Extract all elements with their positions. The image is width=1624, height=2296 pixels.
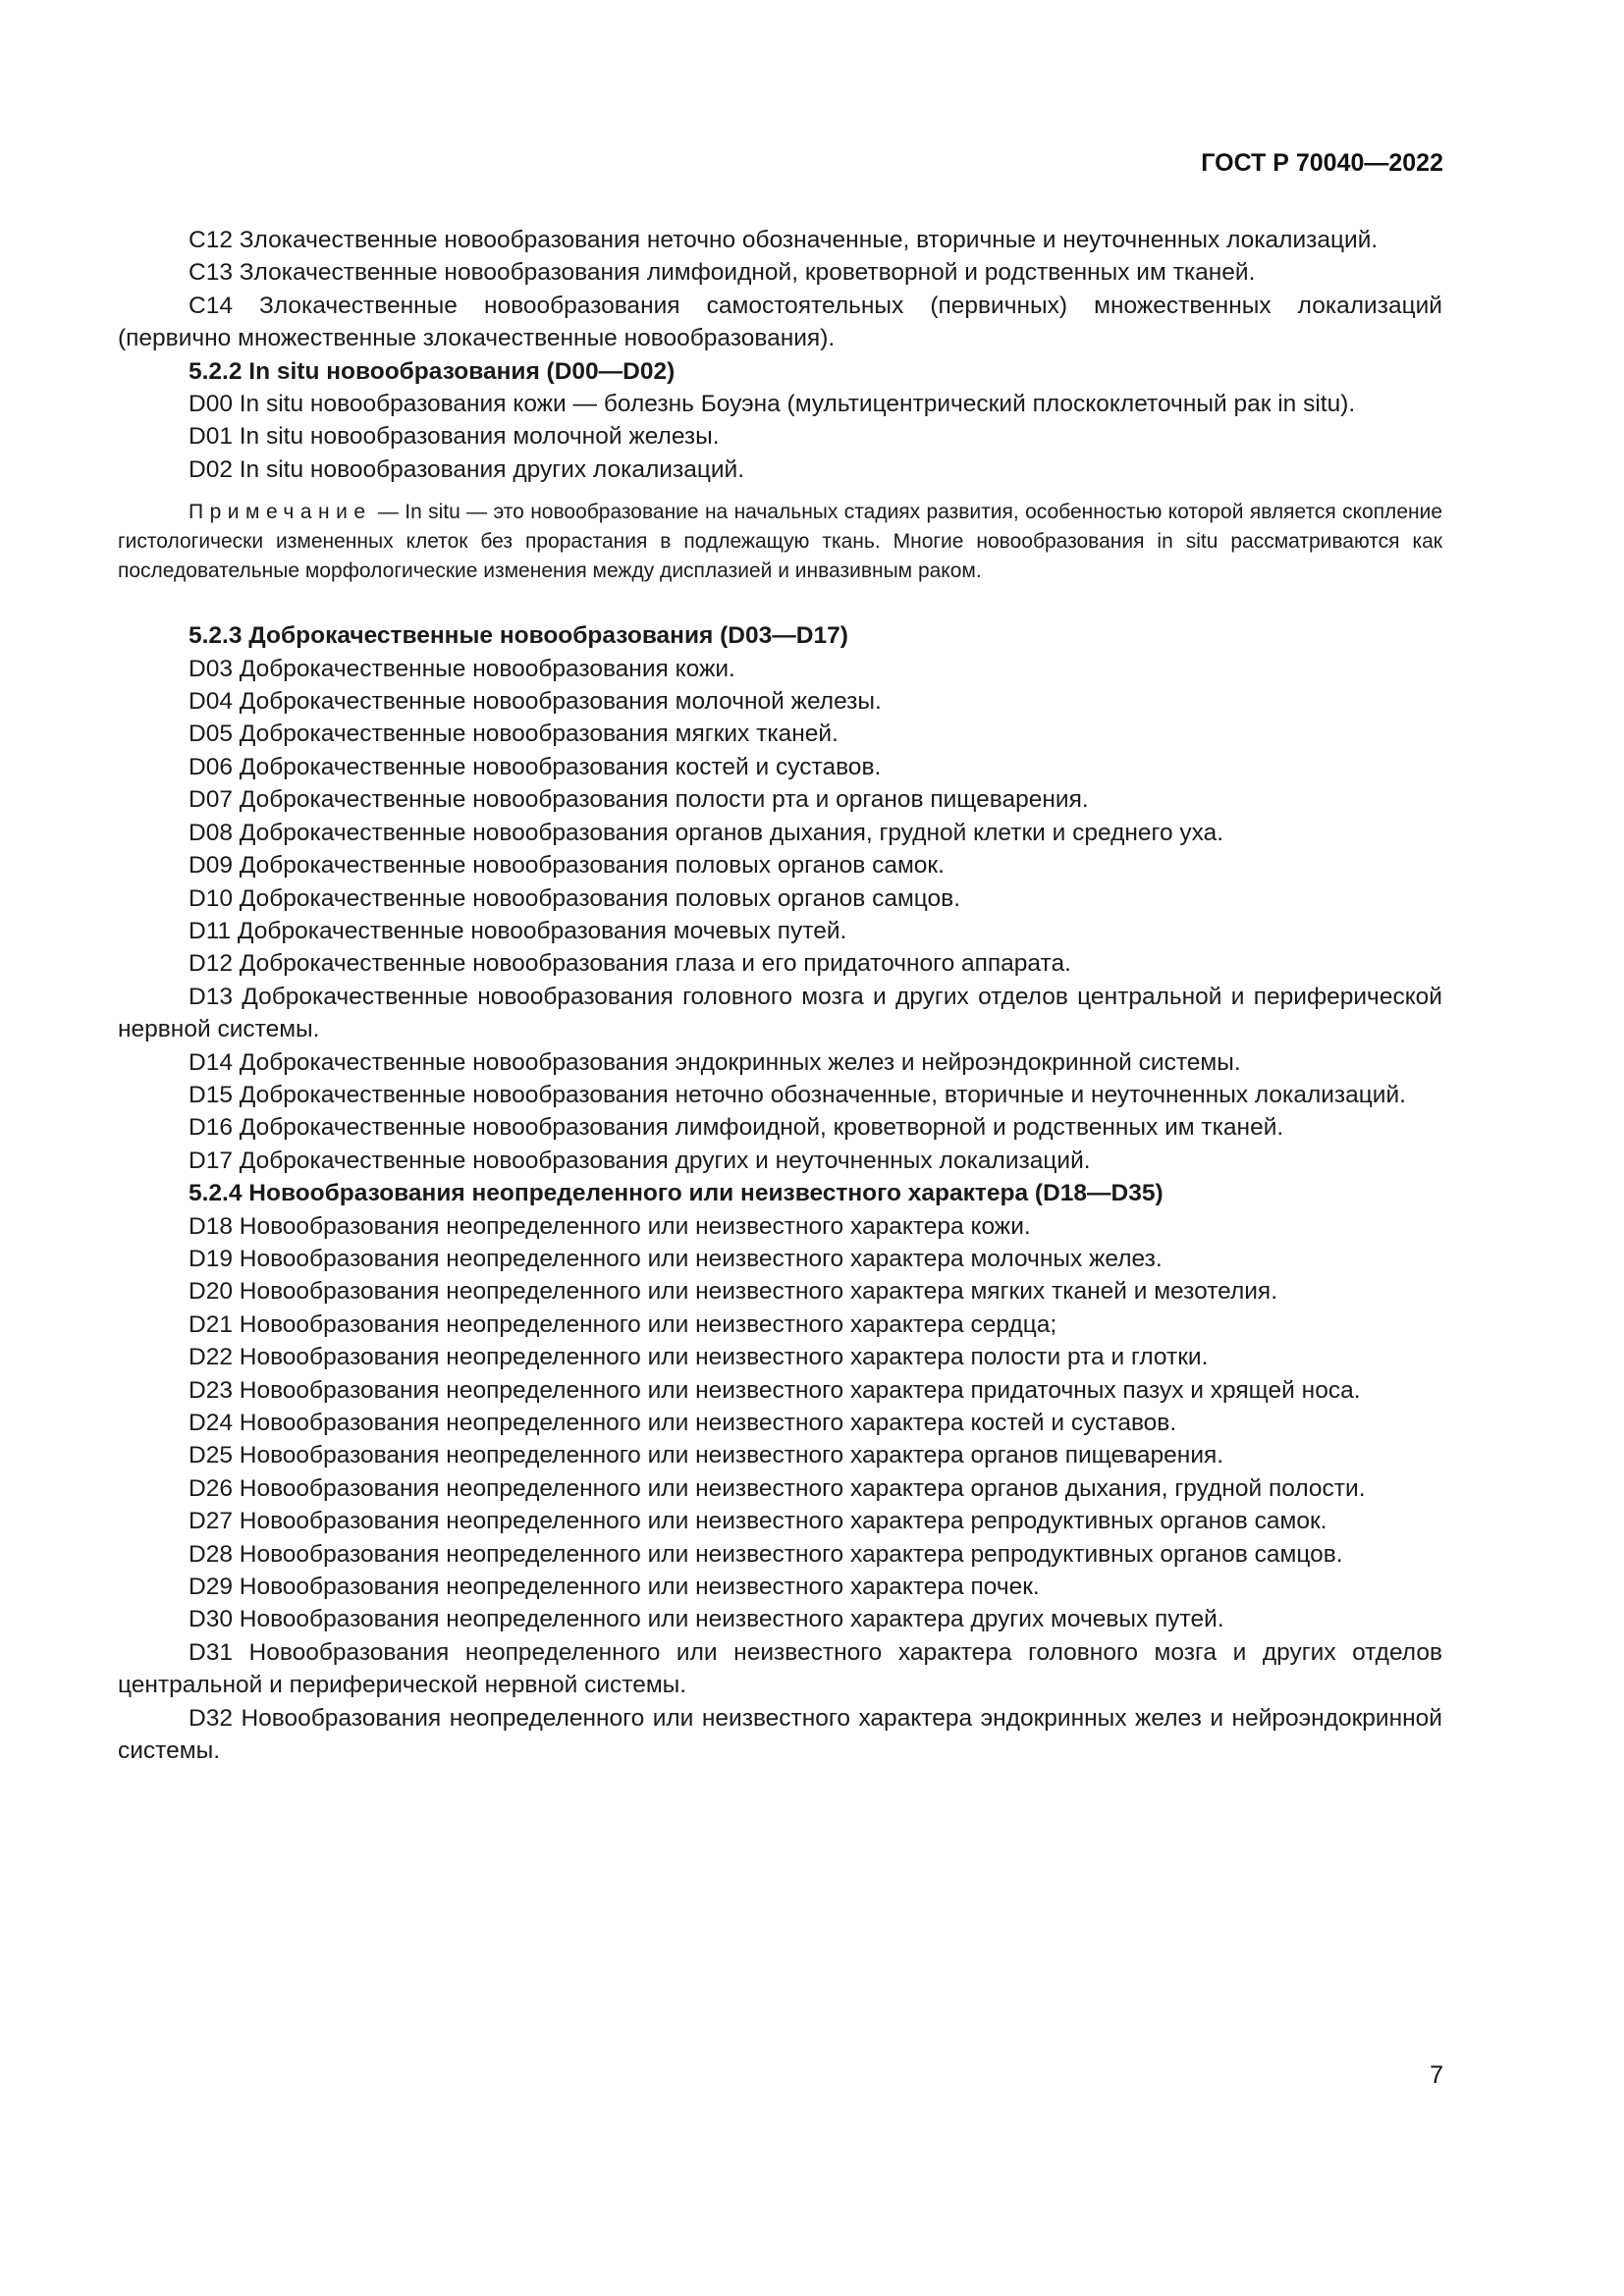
note-paragraph	[118, 498, 1442, 586]
document-body	[118, 224, 1442, 1767]
list-item-d24: D24 Новообразования неопределенного или неизвестного характера костей и суставов.	[189, 1410, 1177, 1436]
list-item-d22: D22 Новообразования неопределенного или неизвестного характера полости рта и глотки.	[189, 1344, 1209, 1371]
list-item-d00: D00 In situ новообразования кожи — болезнь Боуэна (мультицентрический плоскоклеточный рак in situ).	[189, 391, 1356, 418]
list-item-d30: D30 Новообразования неопределенного или неизвестного характера других мочевых путей.	[189, 1606, 1224, 1633]
list-item-d21: D21 Новообразования неопределенного или неизвестного характера сердца;	[189, 1310, 1057, 1338]
list-item-d01: D01 In situ новообразования молочной железы.	[189, 423, 720, 451]
list-item-d28: D28 Новообразования неопределенного или неизвестного характера репродуктивных органов самцов.	[189, 1540, 1343, 1568]
list-item-d25: D25 Новообразования неопределенного или неизвестного характера органов пищеварения.	[189, 1442, 1224, 1469]
page-number: 7	[1430, 2061, 1443, 2089]
list-item-d27: D27 Новообразования неопределенного или неизвестного характера репродуктивных органов самок.	[189, 1508, 1327, 1535]
list-item-d08: D08 Доброкачественные новообразования органов дыхания, грудной клетки и среднего уха.	[189, 819, 1224, 846]
list-item-d07: D07 Доброкачественные новообразования полости рта и органов пищеварения.	[189, 786, 1089, 814]
list-item-d03: D03 Доброкачественные новообразования кожи.	[189, 655, 735, 682]
list-item-d32: D32 Новообразования неопределенного или неизвестного характера эндокринных желез и нейроэндокринной системы.	[118, 1704, 1442, 1765]
section-heading-5-2-4: 5.2.4 Новообразования неопределенного или неизвестного характера (D18—D35)	[189, 1180, 1164, 1207]
list-item-d19: D19 Новообразования неопределенного или неизвестного характера молочных желез.	[189, 1245, 1163, 1272]
list-item-d23: D23 Новообразования неопределенного или неизвестного характера придаточных пазух и хрящей носа.	[189, 1376, 1361, 1404]
list-item-d06: D06 Доброкачественные новообразования костей и суставов.	[189, 753, 882, 780]
list-item-d14: D14 Доброкачественные новообразования эндокринных желез и нейроэндокринной системы.	[189, 1048, 1241, 1076]
list-item-d04: D04 Доброкачественные новообразования молочной железы.	[189, 688, 882, 716]
list-item-d16: D16 Доброкачественные новообразования лимфоидной, кроветворной и родственных им тканей.	[189, 1114, 1284, 1142]
list-item-d09: D09 Доброкачественные новообразования половых органов самок.	[189, 852, 945, 880]
list-item-d17: D17 Доброкачественные новообразования других и неуточненных локализаций.	[189, 1147, 1091, 1174]
note-text: — In situ — это новообразование на начальных стадиях развития, особенностью которой является скопление гистологически измененных клеток без прорастания в подлежащую ткань. Многие новообразования in situ рассматриваются как последовательные морфологические изменения между дисплазией и инвазивным раком.	[118, 501, 1442, 583]
section-heading-5-2-2: 5.2.2 In situ новообразования (D00—D02)	[189, 357, 676, 385]
note-label: Примечание	[189, 501, 372, 524]
section-heading-5-2-3: 5.2.3 Доброкачественные новообразования (D03—D17)	[189, 622, 848, 650]
list-item-d15: D15 Доброкачественные новообразования неточно обозначенные, вторичные и неуточненных локализаций.	[189, 1081, 1406, 1108]
list-item-d31: D31 Новообразования неопределенного или неизвестного характера головного мозга и других отделов центральной и периферической нервной системы.	[118, 1638, 1442, 1699]
paragraph-c13: С13 Злокачественные новообразования лимфоидной, кроветворной и родственных им тканей.	[189, 259, 1256, 287]
document-header: ГОСТ Р 70040—2022	[1201, 149, 1443, 177]
list-item-d10: D10 Доброкачественные новообразования половых органов самцов.	[189, 884, 961, 912]
list-item-d26: D26 Новообразования неопределенного или неизвестного характера органов дыхания, грудной полости.	[189, 1474, 1366, 1502]
list-item-d02: D02 In situ новообразования других локализаций.	[189, 455, 745, 483]
list-item-d29: D29 Новообразования неопределенного или неизвестного характера почек.	[189, 1574, 1040, 1601]
list-item-d11: D11 Доброкачественные новообразования мочевых путей.	[189, 917, 847, 944]
list-item-d12: D12 Доброкачественные новообразования глаза и его придаточного аппарата.	[189, 950, 1071, 978]
paragraph-c12: С12 Злокачественные новообразования неточно обозначенные, вторичные и неуточненных локализаций.	[189, 227, 1379, 253]
list-item-d05: D05 Доброкачественные новообразования мягких тканей.	[189, 721, 839, 748]
list-item-d18: D18 Новообразования неопределенного или неизвестного характера кожи.	[189, 1212, 1031, 1240]
paragraph-c14: С14 Злокачественные новообразования самостоятельных (первичных) множественных локализаций (первично множественные злокачественные новообразования).	[118, 292, 1442, 352]
list-item-d20: D20 Новообразования неопределенного или неизвестного характера мягких тканей и мезотелия.	[189, 1278, 1278, 1306]
list-item-d13: D13 Доброкачественные новообразования головного мозга и других отделов центральной и периферической нервной системы.	[118, 983, 1442, 1043]
